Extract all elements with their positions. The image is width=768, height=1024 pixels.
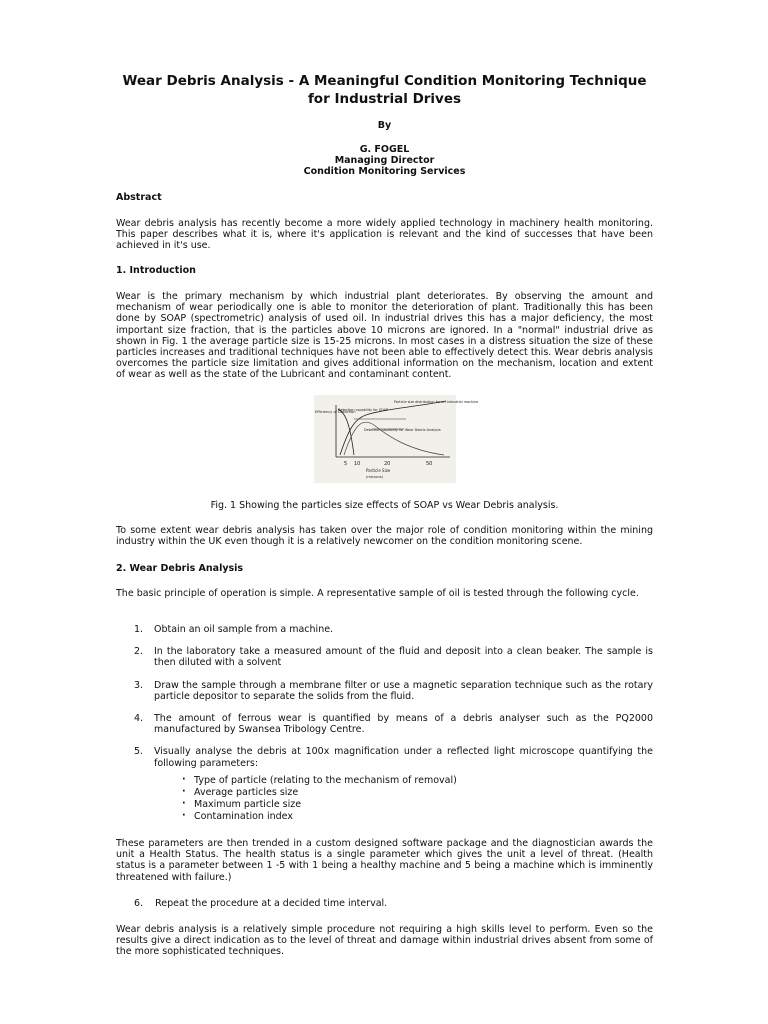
author-name: G. FOGEL xyxy=(359,144,410,155)
wda-heading: 2. Wear Debris Analysis xyxy=(116,563,244,574)
intro-text: Wear is the primary mechanism by which industrial plant deteriorates. By observing the amount and mechanism of wear periodically one is able to monitor the deterioration of plant. Traditionally this has been done by SOAP (spectrometric) analysis of used oil. In industrial drives this has a major deficiency, the most important size fraction, that is the particles above 10 microns are ignored. In a "normal" industrial drive as shown in Fig. 1 the average particle size is 15-25 microns. In most cases in a distress situation the size of these particles increases and traditional techniques have not been able to effectively detect this. Wear debris analysis overcomes the particle size limitation and gives additional information on the mechanism, location and extent of wear as well as the state of the Lubricant and contaminant content. xyxy=(116,291,653,381)
list-item: · Maximum particle size xyxy=(180,799,457,811)
figure-curve-label-1: Particle size distribution for an industrial machine xyxy=(394,400,479,404)
figure-x-tick: 10 xyxy=(354,461,361,467)
paper-title: Wear Debris Analysis - A Meaningful Condition Monitoring Technique for Industrial Drives xyxy=(122,73,647,107)
list-item xyxy=(116,746,653,768)
figure-caption: Fig. 1 Showing the particles size effects of SOAP vs Wear Debris analysis. xyxy=(210,500,559,511)
step-number: 1. xyxy=(134,624,144,635)
list-item xyxy=(116,624,653,635)
step-number: 4. xyxy=(134,713,144,725)
list-item: · Contamination index xyxy=(180,811,457,823)
step-text: In the laboratory take a measured amount of the fluid and deposit into a clean beaker. The sample is then diluted with a solvent xyxy=(154,646,653,669)
trend-text: These parameters are then trended in a custom designed software package and the diagnostician awards the unit a Health Status. The health status is a single parameter which gives the unit a level of threat. (Health status is a parameter between 1 -5 with 1 being a healthy machine and 5 being a machine which is imminently threatened with failure.) xyxy=(116,838,653,883)
abstract-heading: Abstract xyxy=(116,192,162,203)
figure-x-unit: (microns) xyxy=(366,475,384,479)
figure-curve-label-3: Detection capability for SOAP xyxy=(338,408,388,412)
step-number: 3. xyxy=(134,679,144,691)
intro-heading: 1. Introduction xyxy=(116,265,196,276)
figure-x-label: Particle Size xyxy=(366,468,391,473)
list-item xyxy=(116,713,653,735)
list-item xyxy=(116,646,653,668)
step-text: Repeat the procedure at a decided time interval. xyxy=(155,898,388,909)
step-number: 6. xyxy=(134,898,144,909)
figure-x-tick: 50 xyxy=(426,461,433,467)
byline: By xyxy=(377,120,392,131)
closing-text: Wear debris analysis is a relatively simple procedure not requiring a high skills level to perform. Even so the results give a direct indication as to the level of threat and damage within industrial drives absent from some of the more sophisticated techniques. xyxy=(116,924,653,958)
wda-text: The basic principle of operation is simple. A representative sample of oil is tested through the following cycle. xyxy=(116,588,639,599)
step-text: Obtain an oil sample from a machine. xyxy=(154,624,334,635)
step-text: Visually analyse the debris at 100x magnification under a reflected light microscope quantifying the following parameters: xyxy=(154,746,653,769)
after-figure-text: To some extent wear debris analysis has taken over the major role of condition monitoring within the mining industry within the UK even though it is a relatively newcomer on the condition monitoring scene. xyxy=(116,525,653,548)
figure-x-tick: 20 xyxy=(384,461,391,467)
author-company: Condition Monitoring Services xyxy=(303,166,466,177)
step-number: 2. xyxy=(134,646,144,658)
figure-1-graph xyxy=(314,395,479,483)
list-item: · Average particles size xyxy=(180,787,457,799)
step-text: The amount of ferrous wear is quantified by means of a debris analyser such as the PQ2000 manufactured by Swansea Tribology Centre. xyxy=(154,713,653,736)
figure-curve-label-2: Detection capability for Wear Debris Analysis xyxy=(364,428,441,432)
list-item xyxy=(116,680,653,702)
figure-y-label: Efficiency of Detection xyxy=(315,410,356,414)
author-role: Managing Director xyxy=(334,155,435,166)
procedure-steps xyxy=(116,624,653,769)
figure-x-tick: 5 xyxy=(344,461,348,467)
abstract-text: Wear debris analysis has recently become a more widely applied technology in machinery health monitoring. This paper describes what it is, where it's application is relevant and the kind of successes that have been achieved in it's use. xyxy=(116,218,653,252)
step-text: Draw the sample through a membrane filter or use a magnetic separation technique such as the rotary particle depositor to separate the solids from the fluid. xyxy=(154,679,653,702)
parameter-list xyxy=(180,775,457,823)
step-number: 5. xyxy=(134,746,144,758)
list-item: · Type of particle (relating to the mechanism of removal) xyxy=(180,775,457,787)
step-6 xyxy=(134,898,387,909)
